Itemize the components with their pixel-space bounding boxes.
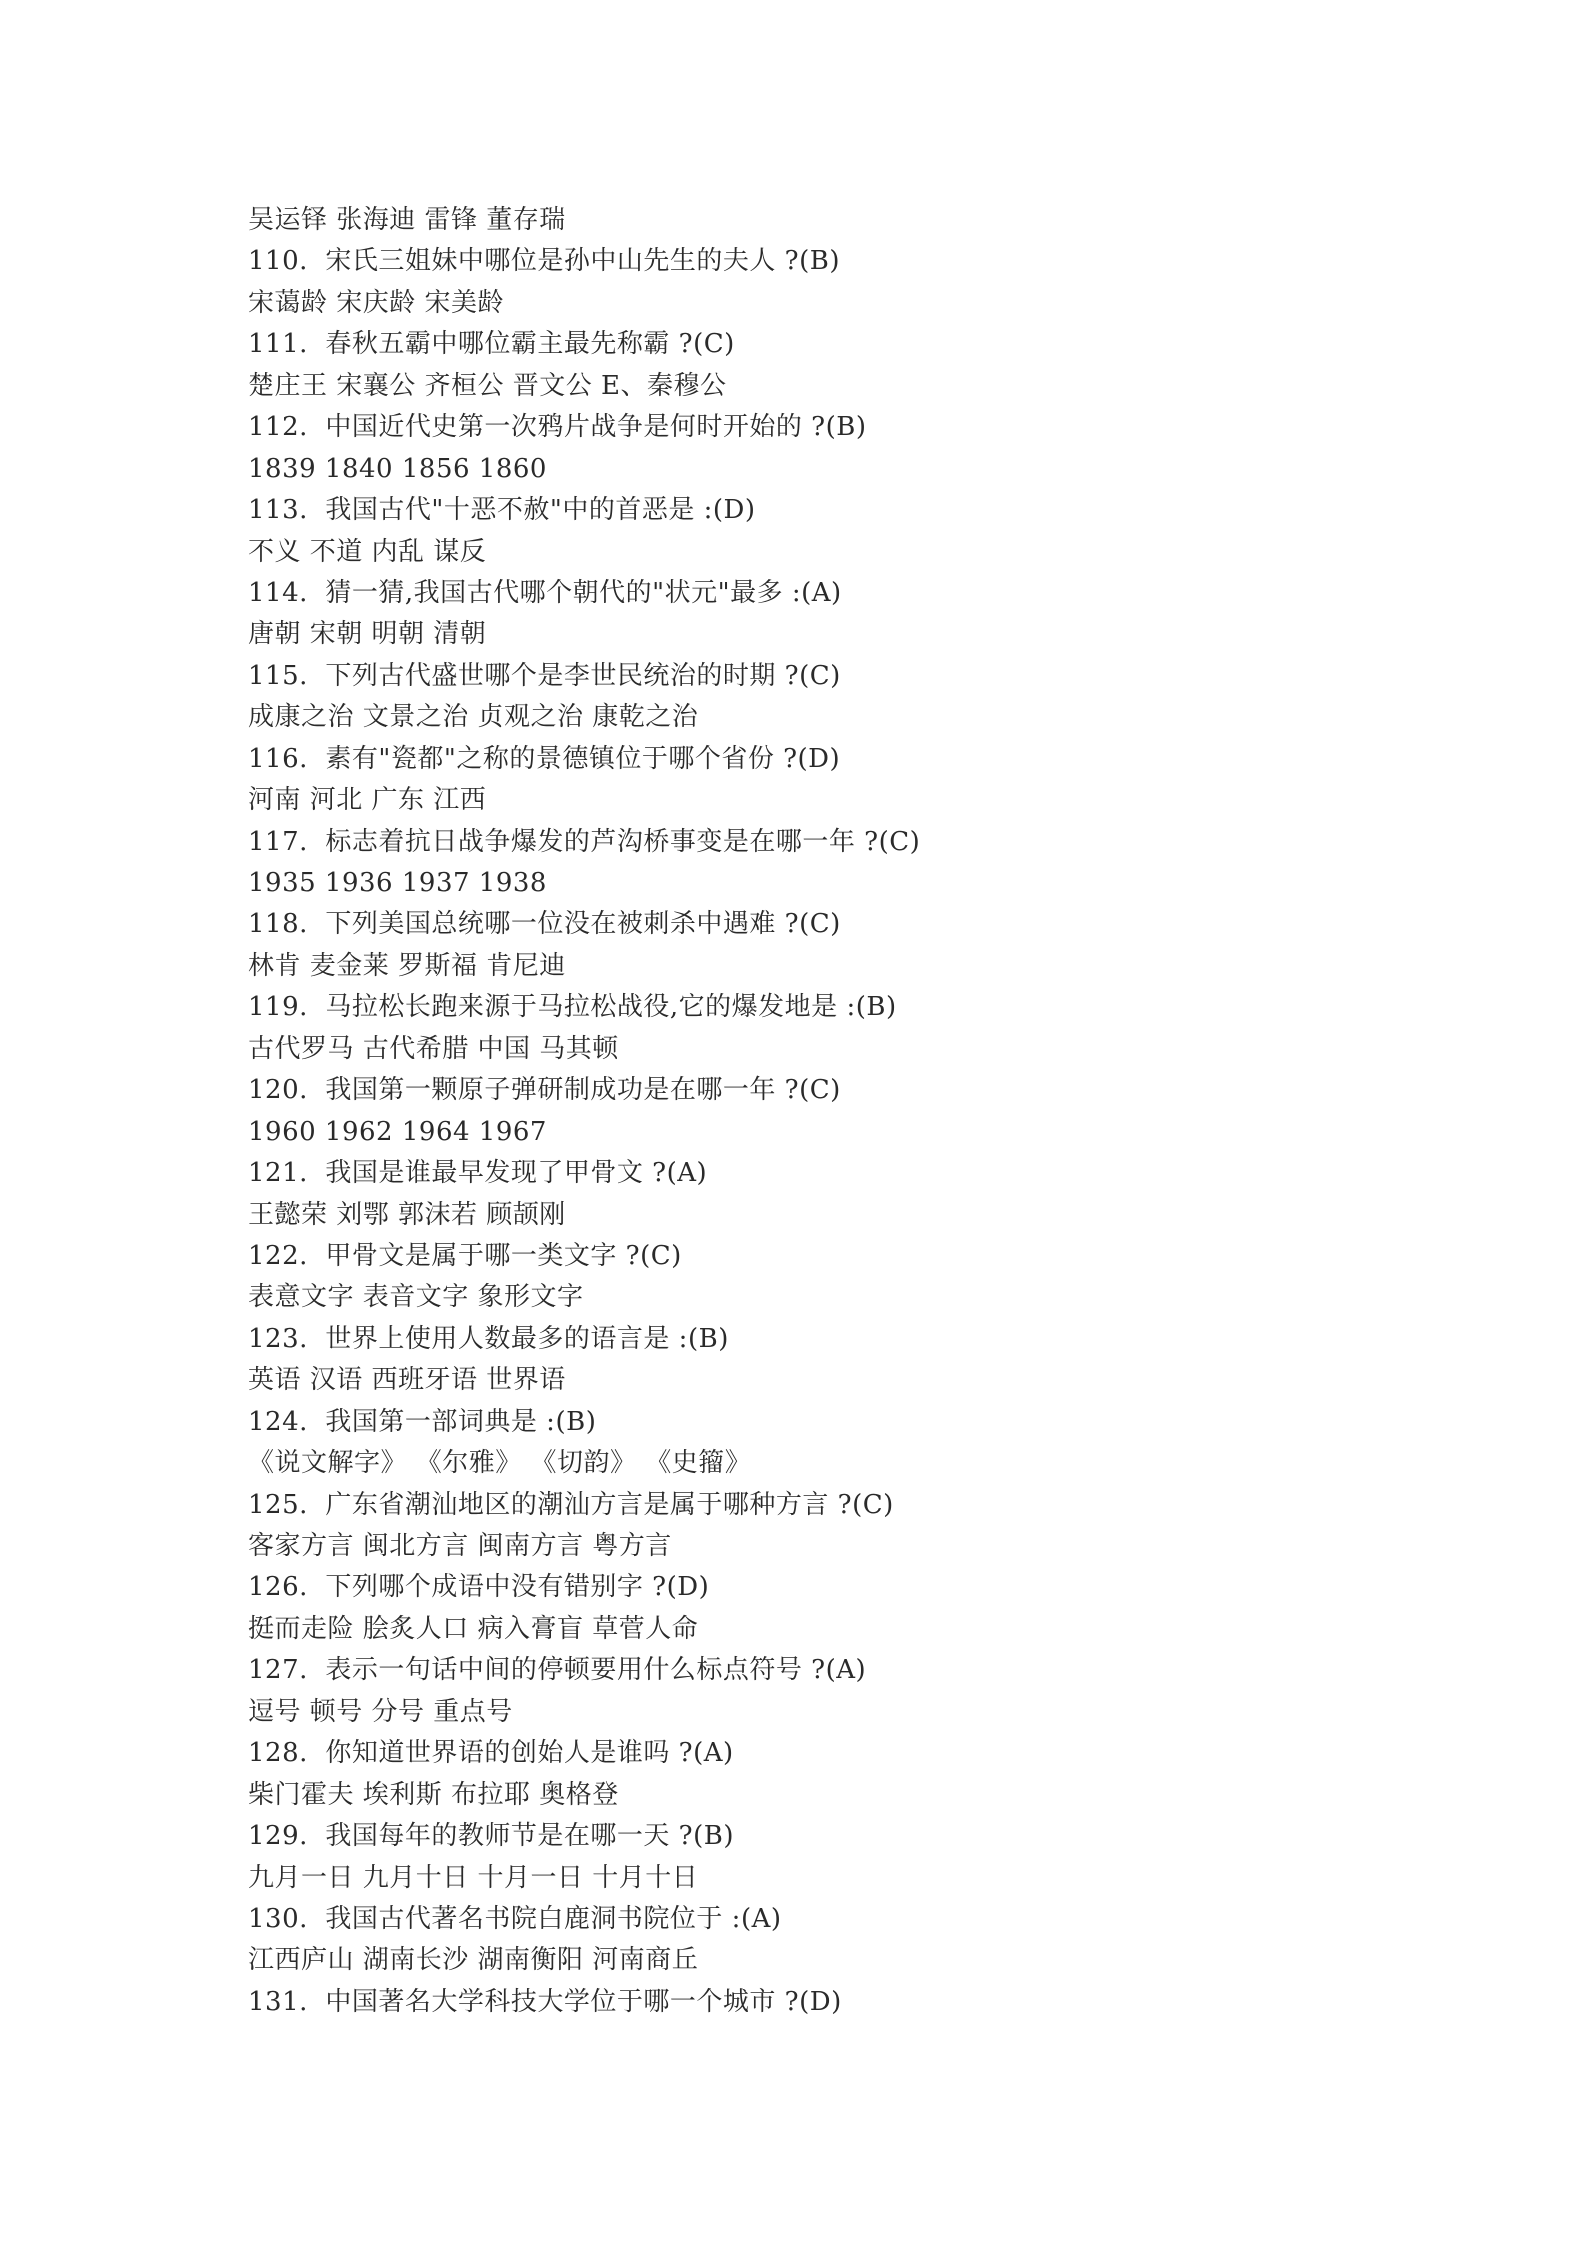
answer-options-line: 楚庄王 宋襄公 齐桓公 晋文公 E、秦穆公 [248,370,727,401]
question-line-112: 112. 中国近代史第一次鸦片战争是何时开始的 ?(B) [248,412,867,443]
question-line-119: 119. 马拉松长跑来源于马拉松战役,它的爆发地是 :(B) [248,992,897,1023]
document-body [248,200,1448,2023]
answer-options-line: 逗号 顿号 分号 重点号 [248,1696,513,1727]
question-line-113: 113. 我国古代"十恶不赦"中的首恶是 :(D) [248,495,756,526]
question-line-126: 126. 下列哪个成语中没有错别字 ?(D) [248,1572,710,1603]
question-line-128: 128. 你知道世界语的创始人是谁吗 ?(A) [248,1738,734,1769]
question-line-122: 122. 甲骨文是属于哪一类文字 ?(C) [248,1240,682,1271]
question-line-125: 125. 广东省潮汕地区的潮汕方言是属于哪种方言 ?(C) [248,1489,894,1520]
answer-options-line: 宋蔼龄 宋庆龄 宋美龄 [248,287,505,318]
answer-options-line: 王懿荣 刘鄂 郭沫若 顾颉刚 [248,1199,566,1230]
answer-options-line: 英语 汉语 西班牙语 世界语 [248,1365,566,1396]
question-line-131: 131. 中国著名大学科技大学位于哪一个城市 ?(D) [248,1986,842,2017]
answer-options-line: 不义 不道 内乱 谋反 [248,536,487,567]
question-line-129: 129. 我国每年的教师节是在哪一天 ?(B) [248,1821,735,1852]
answer-options-line: 吴运铎 张海迪 雷锋 董存瑞 [248,205,566,235]
answer-options-line: 江西庐山 湖南长沙 湖南衡阳 河南商丘 [248,1945,699,1976]
question-line-116: 116. 素有"瓷都"之称的景德镇位于哪个省份 ?(D) [248,743,841,774]
answer-options-line: 《说文解字》 《尔雅》 《切韵》 《史籀》 [248,1448,752,1479]
question-line-120: 120. 我国第一颗原子弹研制成功是在哪一年 ?(C) [248,1075,841,1106]
answer-options-line: 1935 1936 1937 1938 [248,868,547,898]
question-line-117: 117. 标志着抗日战争爆发的芦沟桥事变是在哪一年 ?(C) [248,826,921,857]
question-line-110: 110. 宋氏三姐妹中哪位是孙中山先生的夫人 ?(B) [248,246,841,277]
question-line-124: 124. 我国第一部词典是 :(B) [248,1406,597,1437]
answer-options-line: 挺而走险 脍炙人口 病入膏盲 草菅人命 [248,1613,699,1644]
answer-options-line: 柴门霍夫 埃利斯 布拉耶 奥格登 [248,1779,619,1810]
question-line-121: 121. 我国是谁最早发现了甲骨文 ?(A) [248,1158,708,1189]
question-line-123: 123. 世界上使用人数最多的语言是 :(B) [248,1323,729,1354]
question-line-127: 127. 表示一句话中间的停顿要用什么标点符号 ?(A) [248,1655,867,1686]
answer-options-line: 1839 1840 1856 1860 [248,453,547,484]
question-line-130: 130. 我国古代著名书院白鹿洞书院位于 :(A) [248,1903,782,1934]
answer-options-line: 客家方言 闽北方言 闽南方言 粤方言 [248,1531,672,1561]
answer-options-line: 林肯 麦金莱 罗斯福 肯尼迪 [248,950,566,981]
question-line-114: 114. 猜一猜,我国古代哪个朝代的"状元"最多 :(A) [248,577,842,608]
question-line-118: 118. 下列美国总统哪一位没在被刺杀中遇难 ?(C) [248,909,841,940]
answer-options-line: 成康之治 文景之治 贞观之治 康乾之治 [248,702,699,733]
answer-options-line: 河南 河北 广东 江西 [248,785,487,816]
answer-options-line: 九月一日 九月十日 十月一日 十月十日 [248,1862,699,1893]
answer-options-line: 1960 1962 1964 1967 [248,1116,547,1147]
question-line-111: 111. 春秋五霸中哪位霸主最先称霸 ?(C) [248,329,735,360]
answer-options-line: 表意文字 表音文字 象形文字 [248,1282,584,1313]
answer-options-line: 唐朝 宋朝 明朝 清朝 [248,619,487,650]
question-line-115: 115. 下列古代盛世哪个是李世民统治的时期 ?(C) [248,660,841,691]
answer-options-line: 古代罗马 古代希腊 中国 马其顿 [248,1033,619,1064]
